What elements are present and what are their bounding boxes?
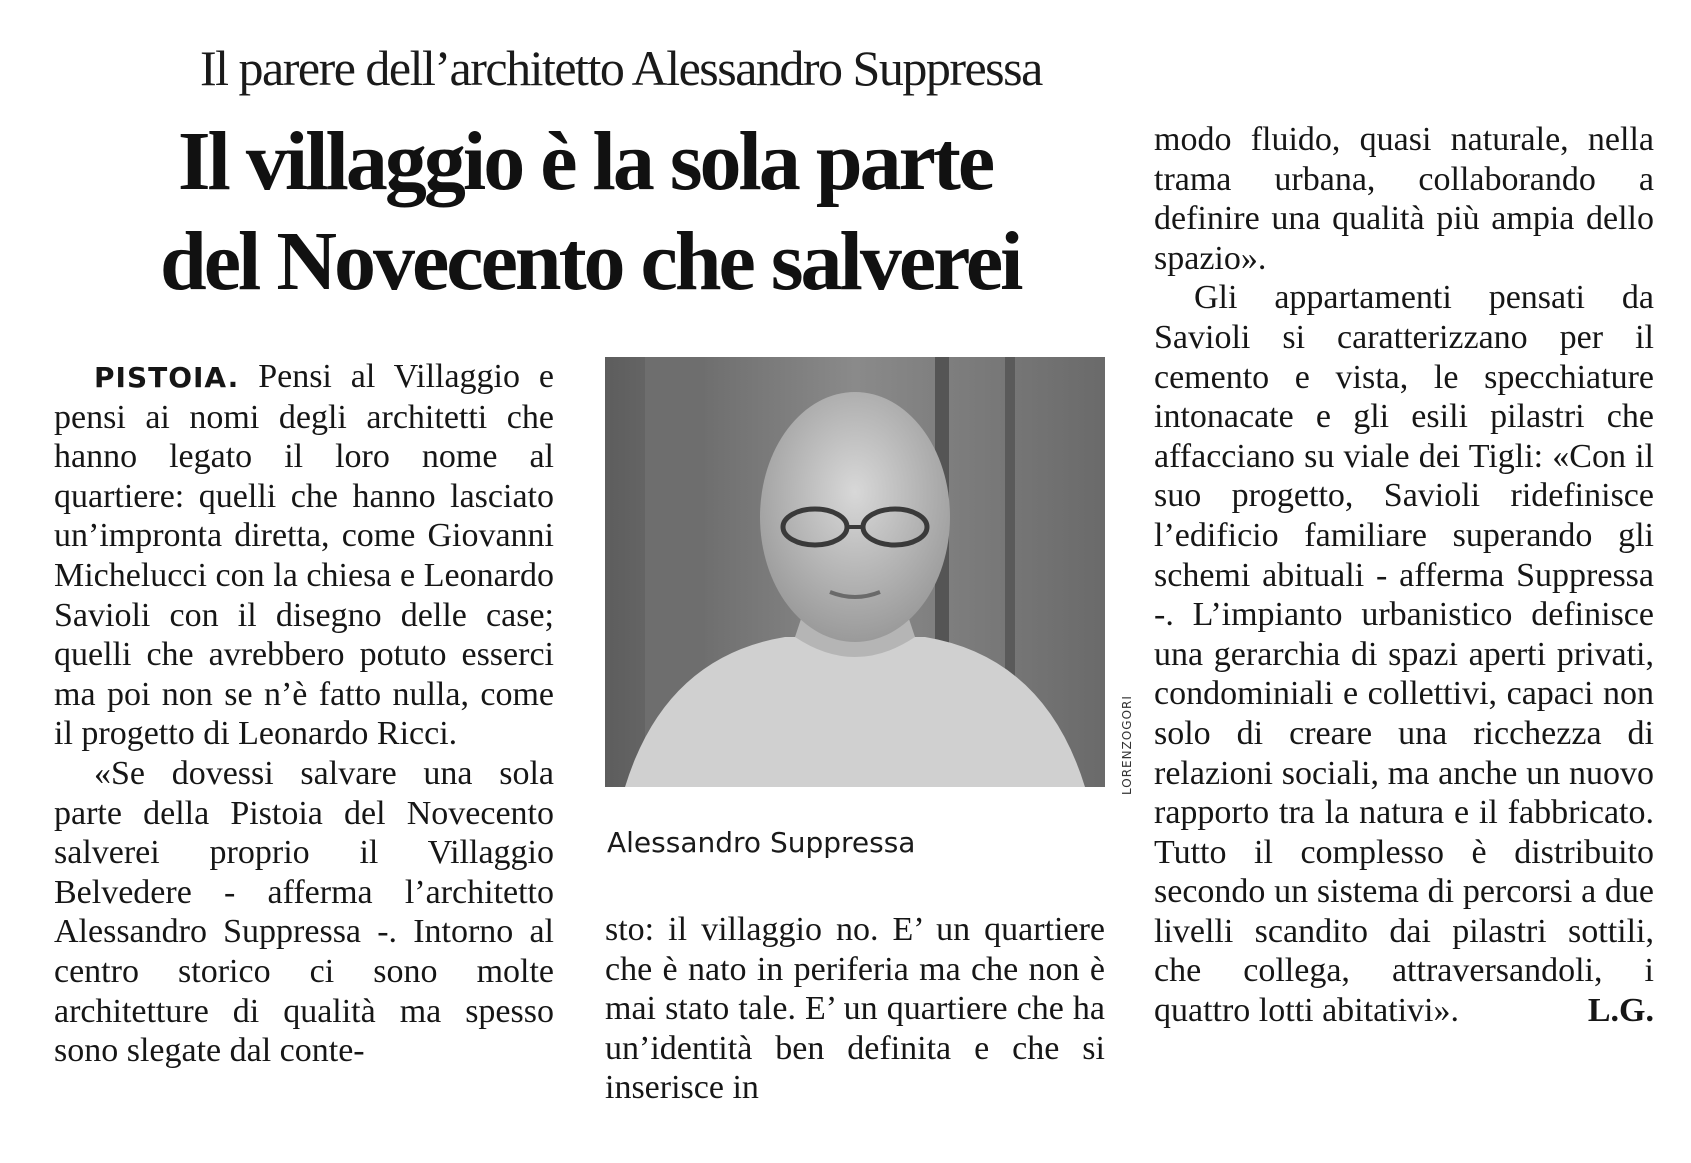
paragraph-3: Gli appartamenti pensati da Savioli si caratterizzano per il cemento e vista, le specchiature intonacate e gli esili pilastri che affacciano su viale dei Tigli: «Con il suo progetto, Savioli ridefinisce l’edificio familiare superando gli schemi abituali - afferma Suppressa -. L’impianto urbanistico definisce una gerarchia di spazi aperti privati, condominiali e collettivi, capaci non solo di creare una ricchezza di relazioni sociali, ma anche un nuovo rapporto tra la natura e il fabbricato. Tutto il complesso è distribuito secondo un sistema di percorsi a due livelli scandito dai pilastri sottili, che collega, attraversandoli, i quattro lotti abitativi». [1154,279,1654,1030]
paragraph-2-part-1: «Se dovessi salvare una sola parte della Pistoia del Novecento salverei proprio il Villaggio Belvedere - afferma l’architetto Alessandro Suppressa -. Intorno al centro storico ci sono molte architetture di qualità ma spesso sono slegate dal conte- [54,754,554,1070]
text-column-1 [54,357,554,1071]
portrait-illustration [605,357,1105,787]
paragraph-1: Pensi al Villaggio e pensi ai nomi degli architetti che hanno legato il loro nome al quartiere: quelli che hanno lasciato un’impronta diretta, come Giovanni Michelucci con la chiesa e Leonardo Savioli con il disegno delle case; quelli che avrebbero potuto esserci ma poi non se n’è fatto nulla, come il progetto di Leonardo Ricci. [54,358,554,753]
text-column-2 [605,910,1105,1108]
portrait-photo [605,357,1105,787]
photo-caption: Alessandro Suppressa [607,826,916,859]
photo-credit: LORENZOGORI [1120,695,1134,795]
dateline: PISTOIA. [94,361,240,394]
paragraph-2-part-2: sto: il villaggio no. E’ un quartiere che è nato in periferia ma che non è mai stato tale. E’ un quartiere che ha un’identità ben definita e che si inserisce in [605,911,1105,1107]
author-signature: L.G. [1587,992,1654,1030]
article-headline [160,112,1021,312]
headline-line-2: del Novecento che salverei [160,215,1021,308]
article-kicker: Il parere dell’architetto Alessandro Suppressa [200,40,1042,96]
paragraph-2-part-3: modo fluido, quasi naturale, nella trama urbana, collaborando a definire una qualità più ampia dello spazio». [1154,121,1654,277]
text-column-3 [1154,120,1654,1031]
headline-line-1: Il villaggio è la sola parte [177,115,993,208]
